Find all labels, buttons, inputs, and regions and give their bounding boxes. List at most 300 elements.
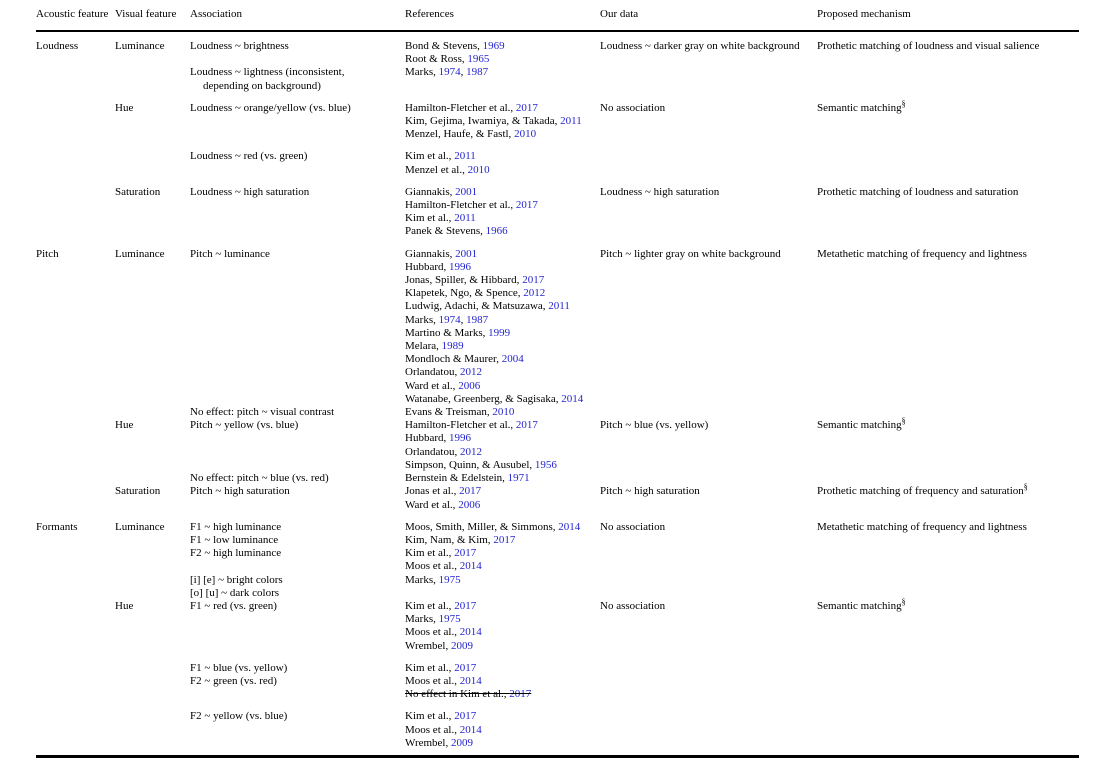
cell-association: [190, 150, 405, 163]
reference-line: [405, 432, 600, 445]
reference-line: [405, 115, 600, 128]
association-line: F2 ~ green (vs. red): [190, 674, 277, 687]
cell-proposed-mechanism: [817, 406, 1079, 419]
reference-authors: Hubbard,: [405, 432, 449, 445]
cell-acoustic-feature: [36, 40, 115, 53]
cell-visual-feature: [115, 521, 190, 534]
reference-year-link[interactable]: 2017: [459, 485, 482, 498]
cell-proposed-mechanism: [817, 40, 1079, 53]
reference-year-link[interactable]: 2014: [459, 560, 482, 573]
reference-line: [405, 261, 600, 274]
cell-references: [405, 710, 600, 750]
our-data-text: Pitch ~ lighter gray on white background: [600, 247, 781, 260]
reference-authors: Marks,: [405, 66, 439, 79]
reference-authors: Bernstein & Edelstein,: [405, 472, 508, 485]
table-row: [36, 406, 1079, 419]
reference-line: [405, 287, 600, 300]
cell-visual-feature: [115, 485, 190, 498]
association-line: No effect: pitch ~ visual contrast: [190, 406, 335, 419]
table-row: [36, 574, 1079, 600]
cell-association: [190, 485, 405, 498]
cell-visual-feature: [115, 472, 190, 485]
reference-line: [405, 380, 600, 393]
acoustic-feature-label: [36, 485, 115, 498]
acoustic-feature-label: Formants: [36, 520, 78, 533]
association-line: No effect: pitch ~ blue (vs. red): [190, 472, 329, 485]
reference-authors: Ward et al.,: [405, 498, 459, 511]
reference-line: Marks, 1974, 1987: [405, 66, 489, 79]
cell-our-data: [600, 675, 817, 688]
visual-feature-label: [115, 150, 190, 163]
reference-authors: Giannakis,: [405, 185, 456, 198]
reference-authors: Wrembel,: [405, 639, 451, 652]
cell-association: [190, 419, 405, 432]
reference-year-link[interactable]: 2009: [450, 639, 473, 652]
cell-association: [190, 406, 405, 419]
cell-visual-feature: [115, 710, 190, 723]
cell-acoustic-feature: [36, 710, 115, 723]
association-line: Loudness ~ brightness: [190, 40, 289, 52]
cell-association: [190, 521, 405, 561]
reference-line: [405, 406, 600, 419]
mechanism-text: [817, 150, 1079, 163]
visual-feature-label: [115, 472, 190, 485]
mechanism-text: [817, 662, 1079, 675]
cell-proposed-mechanism: [817, 99, 1079, 115]
reference-year-link[interactable]: 1971: [507, 472, 530, 485]
reference-authors: Panek & Stevens,: [405, 225, 486, 238]
reference-year-link[interactable]: 2017: [515, 419, 538, 432]
reference-authors: Kim et al.,: [405, 547, 455, 560]
reference-line: [405, 626, 600, 639]
reference-year-link[interactable]: 2011: [454, 212, 476, 225]
reference-authors: Kim et al.,: [405, 599, 455, 612]
association-line: Pitch ~ high saturation: [190, 485, 290, 498]
reference-year-link[interactable]: 1965: [467, 53, 490, 66]
reference-authors: Root & Ross,: [405, 53, 468, 66]
reference-authors: Kim, Nam, & Kim,: [405, 533, 494, 546]
association-line: F1 ~ blue (vs. yellow): [190, 661, 288, 674]
our-data-text: [600, 574, 817, 587]
reference-authors: Moos et al.,: [405, 723, 460, 736]
reference-year-link[interactable]: 1956: [534, 458, 557, 471]
reference-authors: Menzel et al.,: [405, 163, 468, 176]
cell-our-data: [600, 40, 817, 53]
reference-year-link[interactable]: 1996: [449, 260, 471, 273]
cell-association: [190, 102, 405, 115]
cell-visual-feature: [115, 675, 190, 688]
table-header-row: [36, 8, 1079, 32]
cell-proposed-mechanism: [817, 662, 1079, 675]
cell-association: [190, 675, 405, 688]
cell-visual-feature: [115, 406, 190, 419]
reference-authors: Giannakis,: [405, 247, 456, 260]
cell-references: [405, 406, 600, 419]
cell-our-data: [600, 248, 817, 261]
reference-line: [405, 102, 600, 115]
acoustic-feature-label: [36, 186, 115, 199]
column-header-proposed-mechanism: Proposed mechanism: [817, 8, 911, 20]
our-data-text: Loudness ~ darker gray on white background: [600, 40, 800, 52]
cell-proposed-mechanism: [817, 597, 1079, 613]
acoustic-feature-label: [36, 710, 115, 723]
reference-authors: Melara,: [405, 340, 442, 353]
table-body: [36, 32, 1079, 758]
reference-year-link[interactable]: 1996: [449, 432, 471, 445]
cell-visual-feature: [115, 248, 190, 261]
acoustic-feature-label: [36, 675, 115, 688]
mechanism-text: [817, 472, 1079, 485]
reference-authors: No effect in Kim et al.,: [405, 688, 510, 701]
cell-references: [405, 248, 600, 406]
reference-year-link[interactable]: 2001: [455, 247, 478, 260]
cell-acoustic-feature: [36, 574, 115, 587]
reference-line: [405, 640, 600, 653]
our-data-text: No association: [600, 101, 666, 114]
reference-authors: Watanabe, Greenberg, & Sagisaka,: [405, 392, 562, 405]
reference-year-link[interactable]: 1989: [441, 340, 464, 353]
mechanism-text: Semantic matching§: [817, 416, 906, 432]
cell-acoustic-feature: [36, 150, 115, 163]
reference-year-link[interactable]: 2014: [558, 520, 581, 533]
reference-authors: Moos et al.,: [405, 560, 460, 573]
cell-association: [190, 574, 405, 600]
reference-year-link[interactable]: 1987: [466, 66, 489, 79]
visual-feature-label: Hue: [115, 599, 134, 612]
association-line: Loudness ~ high saturation: [190, 185, 310, 198]
reference-year-link[interactable]: 2014: [459, 674, 482, 687]
cell-acoustic-feature: [36, 102, 115, 115]
acoustic-feature-label: [36, 600, 115, 613]
reference-year-link[interactable]: 2017: [515, 199, 538, 212]
mechanism-text: [817, 574, 1079, 587]
acoustic-feature-label: Pitch: [36, 247, 59, 260]
cell-references: [405, 186, 600, 239]
reference-authors: Hamilton-Fletcher et al.,: [405, 419, 516, 432]
cell-our-data: [600, 662, 817, 675]
acoustic-feature-label: [36, 574, 115, 587]
reference-year-link[interactable]: 2011: [548, 300, 570, 313]
association-line: F2 ~ high luminance: [190, 547, 282, 560]
cell-association: [190, 186, 405, 199]
mechanism-text: Metathetic matching of frequency and lightness: [817, 247, 1027, 260]
acoustic-feature-label: Loudness: [36, 40, 79, 52]
reference-line: [405, 675, 600, 688]
reference-authors: Orlandatou,: [405, 366, 460, 379]
table-row: [36, 597, 1079, 653]
table-row: [36, 40, 1079, 93]
table-row: [36, 710, 1079, 750]
association-line: F1 ~ high luminance: [190, 520, 282, 533]
reference-year-link[interactable]: 2014: [459, 723, 482, 736]
reference-authors: Marks,: [405, 313, 439, 326]
cell-our-data: [600, 150, 817, 163]
table-row: [36, 675, 1079, 701]
reference-line: [405, 574, 600, 587]
reference-line: [405, 199, 600, 212]
reference-year-link[interactable]: 2009: [450, 736, 473, 749]
reference-line: [405, 560, 600, 573]
association-line: F2 ~ yellow (vs. blue): [190, 710, 288, 723]
cell-our-data: [600, 521, 817, 534]
mechanism-text: Semantic matching§: [817, 597, 906, 612]
reference-authors: Wrembel,: [405, 736, 451, 749]
reference-line: [405, 547, 600, 560]
reference-year-link[interactable]: 2017: [515, 101, 538, 114]
footnote-marker: §: [901, 99, 906, 109]
association-line: [i] [e] ~ bright colors: [190, 573, 283, 586]
reference-authors: Hubbard,: [405, 260, 449, 273]
cell-references: [405, 521, 600, 574]
reference-line: [405, 340, 600, 353]
reference-authors: Ludwig, Adachi, & Matsuzawa,: [405, 300, 549, 313]
our-data-text: Pitch ~ high saturation: [600, 485, 700, 498]
cell-visual-feature: [115, 102, 190, 115]
cell-visual-feature: [115, 150, 190, 163]
table-row: [36, 416, 1079, 472]
reference-authors: Orlandatou,: [405, 445, 460, 458]
cell-association: [190, 248, 405, 261]
reference-year-link[interactable]: 2012: [459, 366, 482, 379]
mechanism-text: [817, 675, 1079, 688]
association-line: F1 ~ red (vs. green): [190, 599, 277, 612]
reference-year-link[interactable]: 2006: [458, 498, 481, 511]
reference-authors: Moos, Smith, Miller, & Simmons,: [405, 520, 559, 533]
reference-line: [405, 327, 600, 340]
reference-year-link[interactable]: 2001: [455, 185, 478, 198]
visual-feature-label: Saturation: [115, 485, 161, 498]
association-line: Loudness ~ lightness (inconsistent,: [190, 66, 345, 79]
visual-feature-label: Luminance: [115, 247, 165, 260]
reference-authors: Martino & Marks,: [405, 326, 489, 339]
reference-year-link[interactable]: 1975: [438, 613, 461, 626]
cell-acoustic-feature: [36, 675, 115, 688]
reference-year-link[interactable]: 2010: [467, 163, 490, 176]
visual-feature-label: [115, 675, 190, 688]
reference-year-link[interactable]: 2004: [501, 353, 524, 366]
reference-year-link[interactable]: 2017: [522, 274, 545, 287]
reference-authors: Hamilton-Fletcher et al.,: [405, 101, 516, 114]
cell-proposed-mechanism: [817, 675, 1079, 688]
reference-year-link[interactable]: 1974: [438, 313, 461, 326]
table-row: [36, 150, 1079, 176]
visual-feature-label: Saturation: [115, 185, 161, 198]
reference-year-link[interactable]: 2006: [458, 379, 481, 392]
reference-line: [405, 212, 600, 225]
reference-authors: Jonas et al.,: [405, 485, 460, 498]
cell-our-data: [600, 472, 817, 485]
reference-authors: Kim et al.,: [405, 150, 455, 163]
visual-feature-label: Hue: [115, 419, 134, 432]
our-data-text: No association: [600, 520, 666, 533]
reference-year-link[interactable]: 1975: [438, 573, 461, 586]
reference-year-link[interactable]: 2017: [454, 547, 477, 560]
cell-acoustic-feature: [36, 406, 115, 419]
cell-acoustic-feature: [36, 600, 115, 613]
visual-feature-label: Luminance: [115, 520, 165, 533]
cell-association: [190, 662, 405, 675]
reference-line: [405, 393, 600, 406]
cell-proposed-mechanism: [817, 248, 1079, 261]
cell-references: [405, 662, 600, 675]
reference-line: [405, 225, 600, 238]
acoustic-feature-label: [36, 662, 115, 675]
our-data-text: [600, 406, 817, 419]
reference-line: [405, 164, 600, 177]
footnote-marker: §: [901, 416, 906, 426]
reference-line: [405, 688, 600, 701]
mechanism-text: Prothetic matching of loudness and visual salience: [817, 40, 1040, 52]
mechanism-text: Metathetic matching of frequency and lightness: [817, 520, 1027, 533]
mechanism-text: Prothetic matching of loudness and saturation: [817, 185, 1019, 198]
reference-line: [405, 150, 600, 163]
cell-proposed-mechanism: [817, 416, 1079, 432]
cell-visual-feature: [115, 662, 190, 675]
reference-authors: Marks,: [405, 573, 439, 586]
cell-proposed-mechanism: [817, 521, 1079, 534]
reference-line: Marks, 1974, 1987: [405, 313, 489, 326]
our-data-text: No association: [600, 599, 666, 612]
our-data-text: [600, 675, 817, 688]
cell-association: [190, 472, 405, 485]
reference-line: [405, 186, 600, 199]
cell-acoustic-feature: [36, 248, 115, 261]
cell-visual-feature: [115, 600, 190, 613]
reference-year-link[interactable]: 2011: [454, 150, 476, 163]
reference-year-link[interactable]: 2017: [454, 661, 477, 674]
reference-year-link[interactable]: 2012: [459, 445, 482, 458]
column-header-acoustic-feature: Acoustic feature: [36, 8, 109, 20]
acoustic-feature-label: [36, 406, 115, 419]
reference-line: [405, 485, 600, 498]
reference-year-link[interactable]: 2012: [523, 287, 546, 300]
cell-proposed-mechanism: [817, 574, 1079, 587]
reference-year-link[interactable]: 2010: [514, 128, 537, 141]
reference-year-link[interactable]: 2011: [560, 115, 582, 128]
our-data-text: Loudness ~ high saturation: [600, 185, 720, 198]
visual-feature-label: [115, 662, 190, 675]
reference-year-link[interactable]: 1966: [485, 225, 508, 238]
reference-year-link[interactable]: 2017: [509, 688, 532, 701]
reference-line: [405, 40, 600, 53]
reference-year-link[interactable]: 1969: [482, 40, 505, 52]
reference-line: [405, 499, 600, 512]
crossmodal-associations-table: [36, 8, 1079, 758]
column-header-association: Association: [190, 8, 242, 20]
reference-authors: Bond & Stevens,: [405, 40, 483, 52]
reference-line: [405, 662, 600, 675]
cell-proposed-mechanism: [817, 482, 1079, 498]
acoustic-feature-label: [36, 472, 115, 485]
visual-feature-label: [115, 406, 190, 419]
cell-association: [190, 710, 405, 723]
reference-line: [405, 353, 600, 366]
reference-year-link[interactable]: 1974: [438, 66, 461, 79]
reference-line: [405, 419, 600, 432]
cell-acoustic-feature: [36, 186, 115, 199]
reference-year-link[interactable]: 2010: [492, 406, 515, 419]
cell-proposed-mechanism: [817, 150, 1079, 163]
reference-authors: Jonas, Spiller, & Hibbard,: [405, 274, 523, 287]
reference-line: [405, 446, 600, 459]
reference-authors: Mondloch & Maurer,: [405, 353, 502, 366]
table-row: [36, 662, 1079, 675]
association-line: Loudness ~ red (vs. green): [190, 150, 308, 163]
visual-feature-label: [115, 574, 190, 587]
cell-acoustic-feature: [36, 662, 115, 675]
cell-acoustic-feature: [36, 521, 115, 534]
cell-acoustic-feature: [36, 472, 115, 485]
reference-year-link[interactable]: 1987: [466, 313, 489, 326]
cell-our-data: [600, 600, 817, 613]
cell-references: [405, 600, 600, 653]
reference-authors: Klapetek, Ngo, & Spence,: [405, 287, 524, 300]
cell-references: [405, 472, 600, 485]
cell-our-data: [600, 102, 817, 115]
reference-authors: Ward et al.,: [405, 379, 459, 392]
reference-authors: Moos et al.,: [405, 626, 460, 639]
visual-feature-label: Luminance: [115, 40, 165, 52]
cell-references: [405, 574, 600, 587]
column-header-our-data: Our data: [600, 8, 639, 20]
our-data-text: [600, 150, 817, 163]
reference-authors: Simpson, Quinn, & Ausubel,: [405, 458, 535, 471]
reference-line: [405, 710, 600, 723]
acoustic-feature-label: [36, 150, 115, 163]
cell-our-data: [600, 710, 817, 723]
reference-line: [405, 613, 600, 626]
association-line: [190, 53, 405, 66]
association-line: Pitch ~ yellow (vs. blue): [190, 419, 299, 432]
reference-line: [405, 472, 600, 485]
reference-authors: Kim et al.,: [405, 710, 455, 723]
cell-our-data: [600, 485, 817, 498]
reference-year-link[interactable]: 1999: [488, 326, 511, 339]
our-data-text: Pitch ~ blue (vs. yellow): [600, 419, 709, 432]
table-row: [36, 521, 1079, 574]
reference-line: [405, 366, 600, 379]
reference-line: [405, 534, 600, 547]
cell-references: [405, 40, 600, 80]
mechanism-text: Semantic matching§: [817, 99, 906, 114]
reference-authors: Kim et al.,: [405, 661, 455, 674]
column-header-visual-feature: Visual feature: [115, 8, 177, 20]
acoustic-feature-label: [36, 102, 115, 115]
reference-year-link[interactable]: 2014: [561, 392, 584, 405]
association-line: F1 ~ low luminance: [190, 533, 279, 546]
footnote-marker: §: [901, 597, 906, 607]
footnote-marker: §: [1023, 482, 1028, 492]
cell-references: [405, 485, 600, 511]
cell-our-data: [600, 574, 817, 587]
association-line: [o] [u] ~ dark colors: [190, 586, 280, 599]
cell-visual-feature: [115, 419, 190, 432]
reference-year-link[interactable]: 2017: [454, 599, 477, 612]
reference-line: [405, 600, 600, 613]
reference-line: [405, 737, 600, 750]
reference-year-link[interactable]: 2017: [493, 533, 516, 546]
cell-association: [190, 600, 405, 613]
cell-our-data: [600, 186, 817, 199]
reference-year-link[interactable]: 2014: [459, 626, 482, 639]
mechanism-text: Prothetic matching of frequency and saturation§: [817, 482, 1028, 498]
reference-year-link[interactable]: 2017: [454, 710, 477, 723]
cell-association: [190, 40, 405, 93]
cell-proposed-mechanism: [817, 472, 1079, 485]
cell-references: [405, 675, 600, 701]
column-header-references: References: [405, 8, 454, 20]
reference-line: [405, 521, 600, 534]
